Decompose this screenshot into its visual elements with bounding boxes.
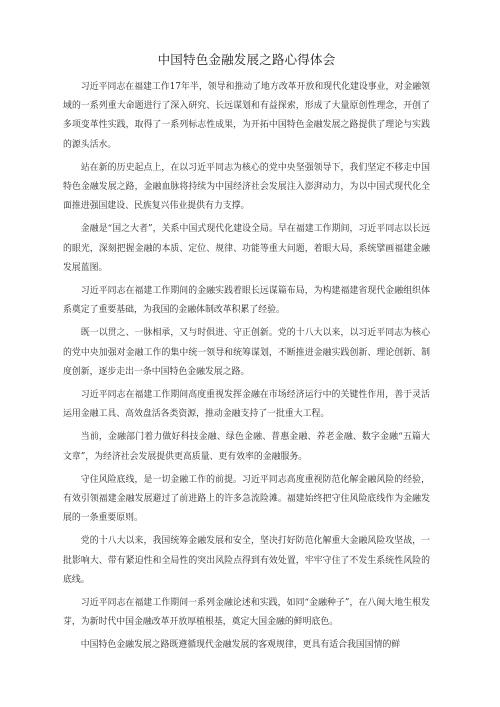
paragraph-3: 金融是“国之大者”，关系中国式现代化建设全局。早在福建工作期间，习近平同志以长远的眼光，深刻把握金融的本质、定位、规律、功能等重大问题，着眼大局，系统擘画福建金融发展蓝图。: [63, 224, 430, 273]
paragraph-10: 习近平同志在福建工作期间一系列金融论述和实践，如同“金融种子”，在八闽大地生根发芽，为新时代中国金融改革开放厚植根基，奠定大国金融的鲜明底色。: [63, 598, 430, 628]
paragraph-4: 习近平同志在福建工作期间的金融实践着眼长远谋篇布局，为构建福建省现代金融组织体系奠定了重要基础，为我国的金融体制改革积累了经验。: [63, 286, 430, 316]
paragraph-9: 党的十八大以来，我国统筹金融发展和安全，坚决打好防范化解重大金融风险攻坚战，一批影响大、带有紧迫性和全局性的突出风险点得到有效处置，牢牢守住了不发生系统性风险的底线。: [63, 536, 430, 585]
paragraph-8: 守住风险底线，是一切金融工作的前提。习近平同志高度重视防范化解金融风险的经验，有效引领福建金融发展避过了前进路上的许多急流险滩。福建始终把守住风险底线作为金融发展的一条重要原则。: [63, 474, 430, 524]
paragraph-5: 既一以贯之、一脉相承，又与时俱进、守正创新。党的十八大以来，以习近平同志为核心的党中央加强对金融工作的集中统一领导和统筹谋划，不断推进金融实践创新、理论创新、制度创新，逐步走出一条中国特色金融发展之路。: [63, 328, 430, 377]
paragraph-1: 习近平同志在福建工作17年半，领导和推动了地方改革开放和现代化建设事业，对金融领域的一系列重大命题进行了深入研究、长远谋划和有益探索，形成了大量原创性理念，开创了多项变革性实践，取得了一系列标志性成果，为开拓中国特色金融发展之路提供了理论与实践的源头活水。: [63, 82, 430, 150]
paragraph-11: 中国特色金融发展之路既遵循现代金融发展的客观规律，更具有适合我国国情的鲜: [80, 640, 401, 651]
paragraph-7: 当前，金融部门着力做好科技金融、绿色金融、普惠金融、养老金融、数字金融“五篇大文章”，为经济社会发展提供更高质量、更有效率的金融服务。: [63, 432, 430, 462]
paragraph-6: 习近平同志在福建工作期间高度重视发挥金融在市场经济运行中的关键性作用，善于灵活运用金融工具、高效盘活各类资源，推动金融支持了一批重大工程。: [63, 390, 430, 420]
paragraph-2: 站在新的历史起点上，在以习近平同志为核心的党中央坚强领导下，我们坚定不移走中国特色金融发展之路，金融血脉将持续为中国经济社会发展注入澎湃动力，为以中国式现代化全面推进强国建设、民族复兴伟业提供有力支撑。: [63, 162, 430, 212]
document-title: 中国特色金融发展之路心得体会: [157, 52, 336, 67]
